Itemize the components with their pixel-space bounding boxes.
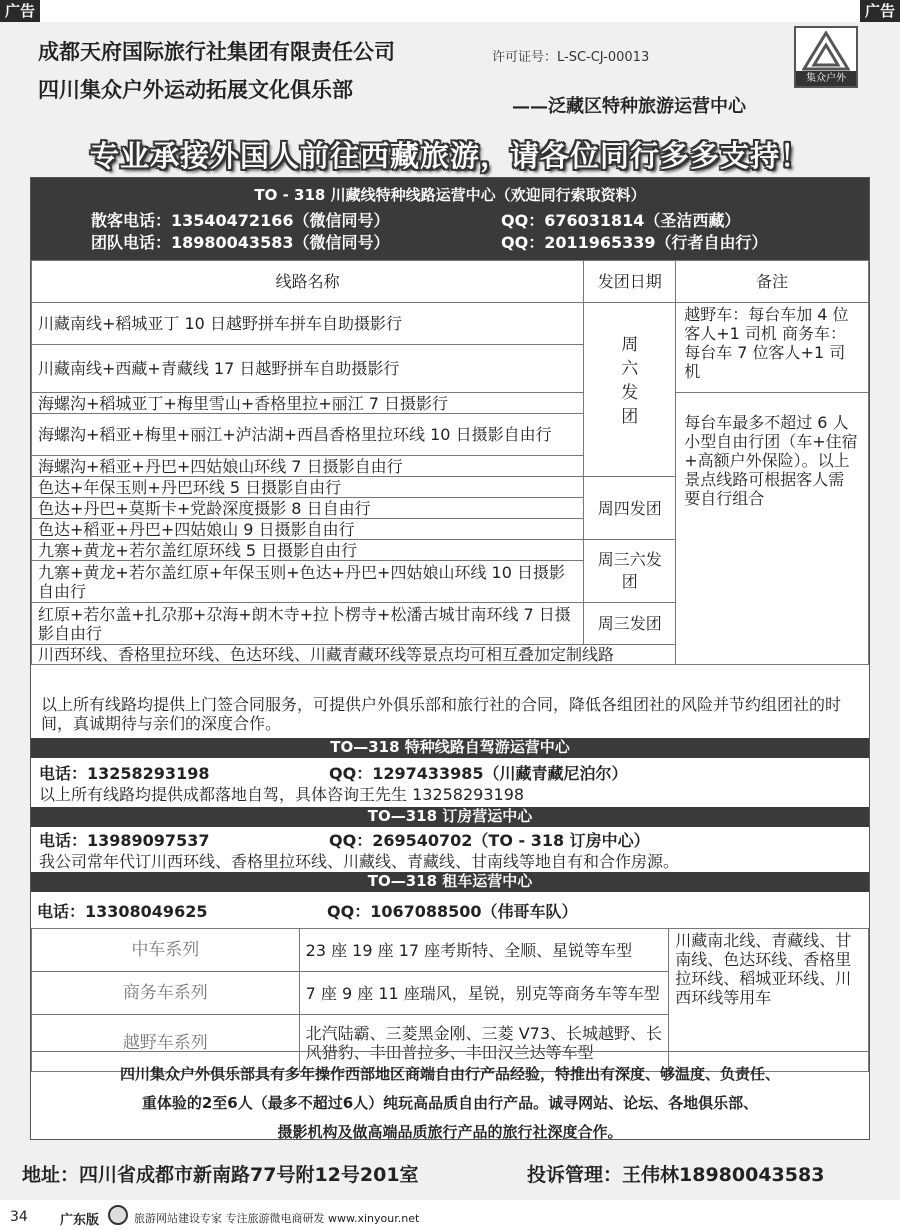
departure-date [584,303,676,477]
route-name: 川藏南线+西藏+青藏线 17 日越野拼车自助摄影行 [32,345,584,393]
section3-phone: 电话：13989097537 [39,831,210,850]
route-name: 色达+丹巴+莫斯卡+党龄深度摄影 8 日自由行 [32,498,584,519]
departure-date [584,540,676,603]
section4-title: TO—318 租车运营中心 [367,872,533,890]
address: 地址：四川省成都市新南路77号附12号201室 [22,1164,419,1186]
table-row [32,393,869,414]
section1-title: TO - 318 川藏线特种线路运营中心（欢迎同行索取资料） [254,186,646,204]
route-name: 海螺沟+稻城亚丁+梅里雪山+香格里拉+丽江 7 日摄影行 [32,393,584,414]
routes-table [31,260,869,665]
qq-team: QQ：2011965339（行者自由行） [501,233,768,252]
slogan: 专业承接外国人前往西藏旅游，请各位同行多多支持！ [89,139,810,173]
ad-label-left: 广告 [0,0,40,22]
car-desc: 23 座 19 座 17 座考斯特、全顺、星锐等车型 [299,929,669,972]
route-name: 海螺沟+稻亚+丹巴+四姑娘山环线 7 日摄影自由行 [32,456,584,477]
qq-individual: QQ：676031814（圣洁西藏） [501,211,741,230]
mountain-logo-icon [802,31,850,71]
section1-header [31,178,869,260]
section4-qq: QQ：1067088500（伟哥车队） [327,902,578,921]
section2-header [31,738,869,758]
car-type: 越野车系列 [32,1015,300,1072]
footer-ad: 旅游网站建设专家 专注旅游微电商研发 www.xinyour.net [134,1212,420,1225]
route-name: 川藏南线+稻城亚丁 10 日越野拼车拼车自助摄影行 [32,303,584,345]
site-logo-icon [108,1205,128,1225]
edition-label: 广东版 [60,1213,100,1228]
departure-date: 周四发团 [584,477,676,540]
car-type: 中车系列 [32,929,300,972]
header-departure: 发团日期 [584,261,676,303]
club-name: 四川集众户外运动拓展文化俱乐部 [38,77,353,102]
phone-team: 团队电话：18980043583（微信同号） [91,233,390,252]
company-name: 成都天府国际旅行社集团有限责任公司 [38,39,395,64]
section3-desc: 我公司常年代订川西环线、香格里拉环线、川藏线、青藏线、甘南线等地自有和合作房源。 [39,852,680,871]
license-number: 许可证号：L-SC-CJ-00013 [492,50,650,65]
section4-phone: 电话：13308049625 [37,902,208,921]
center-name: ——泛藏区特种旅游运营中心 [512,96,746,117]
cooperation-text [31,1051,869,1147]
cooperation-line: 摄影机构及做高端品质旅行产品的旅行社深度合作。 [277,1123,623,1141]
section2-desc: 以上所有线路均提供成都落地自驾，具体咨询王先生 13258293198 [39,785,525,804]
table-row [32,303,869,345]
table-row [32,929,869,972]
route-name: 九寨+黄龙+若尔盖红原+年保玉则+色达+丹巴+四姑娘山环线 10 日摄影自由行 [32,561,584,603]
content-box [30,177,870,1140]
route-name: 海螺沟+稻亚+梅里+丽江+泸沽湖+西昌香格里拉环线 10 日摄影自由行 [32,414,584,456]
cooperation-line: 重体验的2至6人（最多不超过6人）纯玩高品质自由行产品。诚寻网站、论坛、各地俱乐部、 [141,1094,759,1112]
car-desc: 北汽陆霸、三菱黑金刚、三菱 V73、长城越野、长风猎豹、丰田普拉多、丰田汉兰达等车型 [299,1015,669,1072]
complaint-contact: 投诉管理：王伟林18980043583 [527,1164,825,1186]
departure-date: 周三发团 [584,603,676,645]
section3-title: TO—318 订房营运中心 [367,807,533,825]
route-name: 红原+若尔盖+扎尕那+尕海+朗木寺+拉卜楞寺+松潘古城甘南环线 7 日摄影自由行 [32,603,584,645]
route-name: 九寨+黄龙+若尔盖红原环线 5 日摄影自由行 [32,540,584,561]
section4-header [31,872,869,892]
section2-qq: QQ：1297433985（川藏青藏尼泊尔） [329,764,628,783]
logo-text: 集众户外 [796,71,856,86]
page-number: 34 [10,1209,28,1225]
route-name: 色达+稻亚+丹巴+四姑娘山 9 日摄影自由行 [32,519,584,540]
service-note: 以上所有线路均提供上门签合同服务，可提供户外俱乐部和旅行社的合同，降低各组团社的风险并节约组团社的时间，真诚期待与亲们的深度合作。 [41,695,842,733]
section3-header [31,807,869,827]
departure-date-text: 周六发团 [621,335,639,427]
ad-label-right: 广告 [860,0,900,22]
car-routes-note: 川藏南北线、青藏线、甘南线、色达环线、香格里拉环线、稻城亚环线、川西环线等用车 [669,929,869,1072]
section3-qq: QQ：269540702（TO - 318 订房中心） [329,831,650,850]
section2-phone: 电话：13258293198 [39,764,210,783]
phone-individual: 散客电话：13540472166（微信同号） [91,211,390,230]
departure-date-text: 周三六发团 [597,550,662,591]
car-type: 商务车系列 [32,972,300,1015]
page-footer [0,1200,900,1230]
combo-note: 川西环线、香格里拉环线、色达环线、川藏青藏环线等景点均可相互叠加定制线路 [32,645,869,665]
advertisement-page [0,22,900,1200]
header-notes: 备注 [676,261,869,303]
group-note: 每台车最多不超过 6 人小型自由行团（车+住宿+高额户外保险）。以上景点线路可根据客人需要自行组合 [676,393,869,665]
route-name: 色达+年保玉则+丹巴环线 5 日摄影自由行 [32,477,584,498]
club-logo [794,26,858,88]
vehicle-note: 越野车：每台车加 4 位客人+1 司机 商务车：每台车 7 位客人+1 司机 [676,303,869,393]
car-desc: 7 座 9 座 11 座瑞风，星锐，别克等商务车等车型 [299,972,669,1015]
cooperation-line: 四川集众户外俱乐部具有多年操作西部地区商端自由行产品经验，特推出有深度、够温度、负责任、 [119,1065,780,1083]
table-row [32,645,869,665]
header-route-name: 线路名称 [32,261,584,303]
section2-title: TO—318 特种线路自驾游运营中心 [330,738,570,756]
table-header-row [32,261,869,303]
